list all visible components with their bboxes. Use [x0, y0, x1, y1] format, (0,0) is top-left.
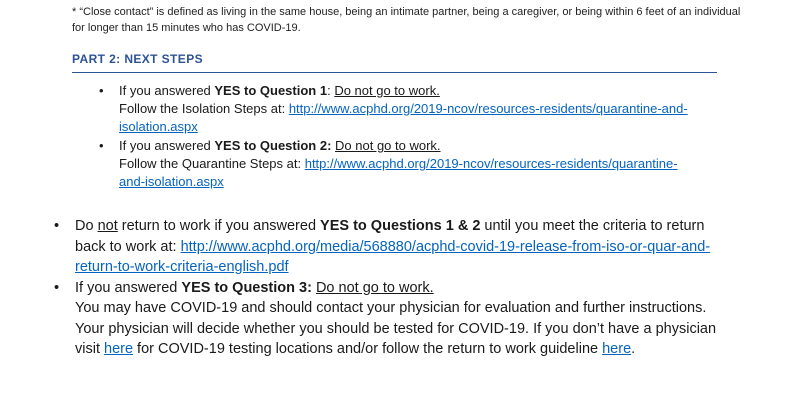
- bullet-icon: •: [99, 83, 104, 98]
- item-instruction: Follow the Isolation Steps at:: [119, 101, 289, 116]
- return-to-work-criteria-link[interactable]: http://www.acphd.org/media/568880/acphd-covid-19-release-from-iso-or-quar-and-return-to-work-criteria-english.pdf: [75, 238, 711, 275]
- item-action: Do not go to work.: [315, 279, 434, 296]
- item-prefix: If you answered: [119, 83, 215, 98]
- list-item-question-3: [50, 278, 730, 360]
- item-text: Do: [75, 218, 98, 234]
- item-action: Do not go to work.: [334, 83, 440, 98]
- item-end: .: [631, 341, 636, 357]
- item-text: until you meet the criteria to return back to work at:: [75, 218, 705, 255]
- close-contact-footnote: * “Close contact” is defined as living in the same house, being an intimate partner, being a caregiver, or being within 6 feet of an individual for longer than 15 minutes who has COVID-19.: [72, 6, 741, 34]
- item-condition: YES to Questions 1 & 2: [320, 218, 481, 234]
- bullet-icon: •: [54, 218, 60, 234]
- item-text: You may have COVID-19 and should contact your physician for evaluation and further instructions. Your physician will decide whether you should be tested for COVID-19. If you don’t have a physician visit: [75, 300, 717, 357]
- bullet-icon: •: [99, 138, 104, 153]
- item-text: return to work if you answered: [117, 218, 321, 234]
- item-instruction: Follow the Quarantine Steps at:: [119, 156, 305, 171]
- item-action: Do not go to work.: [335, 138, 441, 153]
- isolation-steps-link[interactable]: http://www.acphd.org/2019-ncov/resources-residents/quarantine-and-isolation.aspx: [119, 101, 688, 134]
- list-item-questions-1-2: [50, 216, 730, 278]
- emphasis-not: not: [97, 218, 118, 234]
- item-condition: YES to Question 2:: [214, 138, 332, 153]
- item-text: for COVID-19 testing locations and/or follow the return to work guideline: [133, 341, 603, 357]
- section-divider: [72, 72, 717, 73]
- item-condition: YES to Question 1: [214, 83, 328, 98]
- item-prefix: If you answered: [119, 138, 215, 153]
- list-item-question-2: [99, 137, 699, 191]
- list-item-question-1: [99, 82, 699, 136]
- section-heading: PART 2: NEXT STEPS: [72, 52, 203, 66]
- item-condition: YES to Question 3:: [181, 279, 312, 296]
- testing-locations-link[interactable]: here: [104, 341, 134, 357]
- next-steps-sublist: [99, 82, 699, 192]
- item-prefix: If you answered: [75, 279, 182, 296]
- main-list: [50, 216, 730, 360]
- bullet-icon: •: [54, 279, 60, 296]
- item-colon: :: [327, 83, 335, 98]
- return-to-work-guideline-link[interactable]: here: [602, 341, 632, 357]
- quarantine-steps-link[interactable]: http://www.acphd.org/2019-ncov/resources-residents/quarantine-and-isolation.aspx: [119, 156, 678, 189]
